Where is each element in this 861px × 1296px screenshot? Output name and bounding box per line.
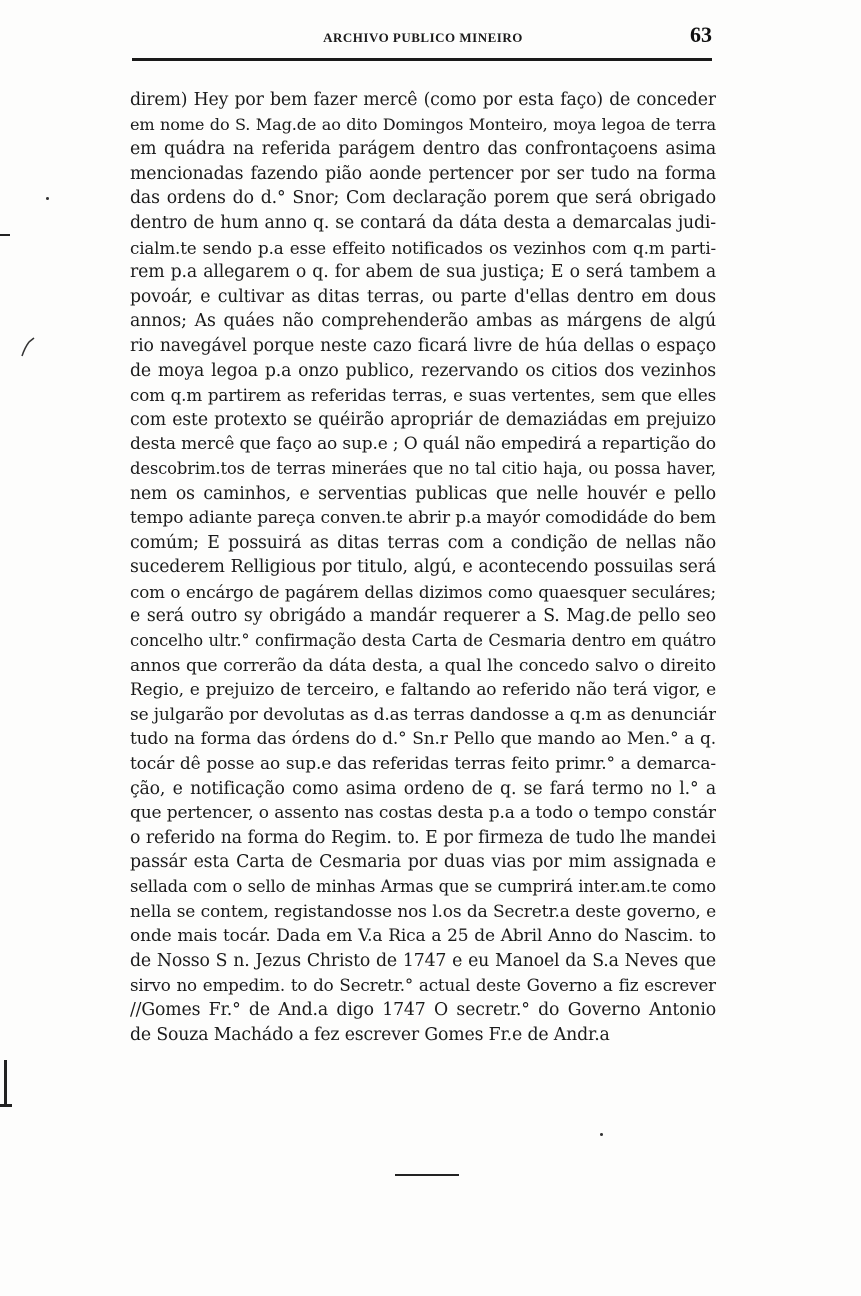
running-header [132,22,714,62]
text-line: concelho ultr.° confirmação desta Carta de Cesmaria dentro em quátro [130,631,716,651]
margin-mark [4,1060,7,1104]
running-title: ARCHIVO PUBLICO MINEIRO [323,30,523,45]
text-line: onde mais tocár. Dada em V.a Rica a 25 de Abril Anno do Nascim. to [130,926,716,947]
text-line: //Gomes Fr.° de And.a digo 1747 O secretr.° do Governo Antonio [130,999,716,1020]
text-line: direm) Hey por bem fazer mercê (como por esta faço) de conceder [130,90,716,110]
text-line: comúm; E possuirá as ditas terras com a condição de nellas não [130,532,716,553]
text-line: tocár dê posse ao sup.e das referidas terras feito primr.° a demarca- [130,754,716,775]
text-line: annos; As quáes não comprehenderão ambas as márgens de algú [130,311,716,332]
text-line: Regio, e prejuizo de terceiro, e faltando ao referido não terá vigor, e [130,680,716,701]
text-line: se julgarão por devolutas as d.as terras dandosse a q.m as denunciár [130,704,716,725]
margin-mark [0,1104,12,1107]
text-line: cialm.te sendo p.a esse effeito notificados os vezinhos com q.m parti- [130,237,716,258]
pen-stroke-mark [20,336,36,358]
page-number: 63 [690,22,712,47]
text-line: com o encárgo de pagárem dellas dizimos como quaesquer seculáres; [130,581,716,602]
speck [600,1133,603,1136]
text-line: passár esta Carta de Cesmaria por duas vias por mim assignada e [130,852,716,873]
header-rule [132,58,712,61]
margin-mark [0,234,10,236]
text-line: que pertencer, o assento nas costas desta p.a a todo o tempo constár [130,803,716,824]
text-line: annos que correrão da dáta desta, a qual lhe concedo salvo o direito [130,655,716,676]
text-line: de moya legoa p.a onzo publico, rezervando os citios dos vezinhos [130,360,716,381]
text-line: nella se contem, registandosse nos l.os da Secretr.a deste governo, e [130,901,716,922]
speck [46,197,49,200]
text-line: povoár, e cultivar as ditas terras, ou parte d'ellas dentro em dous [130,286,716,307]
text-line: rio navegável porque neste cazo ficará livre de húa dellas o espaço [130,335,716,356]
text-line: rem p.a allegarem o q. for abem de sua justiça; E o será tambem a [130,262,716,283]
text-line: tempo adiante pareça conven.te abrir p.a mayór comodidáde do bem [130,508,716,529]
text-line: e será outro sy obrigádo a mandár requerer a S. Mag.de pello seo [130,606,716,627]
text-line: sucederem Relligious por titulo, algú, e acontecendo possuilas será [130,557,716,578]
end-rule [395,1174,459,1176]
text-line: com este protexto se quéirão apropriár de demaziádas em prejuizo [130,409,716,430]
text-line: nem os caminhos, e serventias publicas que nelle houvér e pello [130,483,716,504]
body-text [130,88,716,1047]
text-line: ção, e notificação como asima ordeno de q. se fará termo no l.° a [130,778,716,799]
text-line: com q.m partirem as referidas terras, e suas vertentes, sem que elles [130,385,716,406]
text-line: sirvo no empedim. to do Secretr.° actual deste Governo a fiz escrever [130,975,716,996]
text-line: dentro de hum anno q. se contará da dáta desta a demarcalas judi- [130,212,716,233]
text-line: de Souza Machádo a fez escrever Gomes Fr.e de Andr.a [130,1024,610,1045]
text-line: desta mercê que faço ao sup.e ; O quál não empedirá a repartição do [130,434,716,455]
text-line: em quádra na referida parágem dentro das confrontaçoens asima [130,139,716,160]
text-line: mencionadas fazendo pião aonde pertencer por ser tudo na forma [130,163,716,184]
text-line: o referido na forma do Regim. to. E por firmeza de tudo lhe mandei [130,827,716,848]
text-line: em nome do S. Mag.de ao dito Domingos Monteiro, moya legoa de terra [130,114,716,134]
text-line: descobrim.tos de terras mineráes que no tal citio haja, ou possa haver, [130,458,716,478]
text-line: de Nosso S n. Jezus Christo de 1747 e eu Manoel da S.a Neves que [130,950,716,971]
text-line: sellada com o sello de minhas Armas que se cumprirá inter.am.te como [130,877,716,896]
text-line: tudo na forma das órdens do d.° Sn.r Pello que mando ao Men.° a q. [130,729,716,750]
text-line: das ordens do d.° Snor; Com declaração porem que será obrigado [130,188,716,209]
